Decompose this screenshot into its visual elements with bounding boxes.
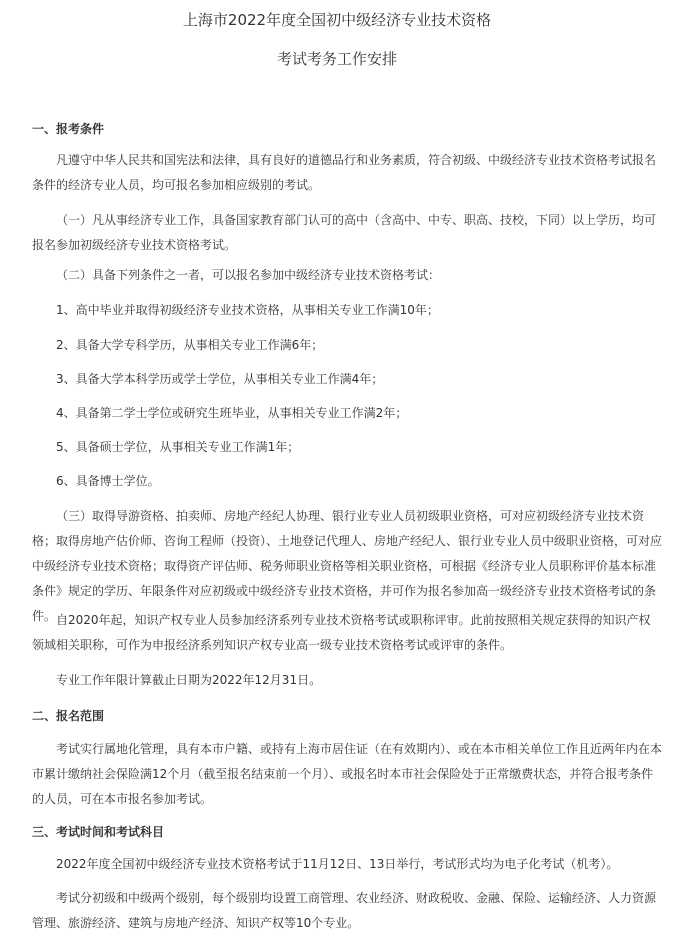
doc-title-line2: 考试考务工作安排 xyxy=(276,50,397,68)
doc-title-line1: 上海市2022年度全国初中级经济专业技术资格 xyxy=(182,11,492,29)
condition-item-6: 6、具备博士学位。 xyxy=(56,474,160,488)
s1-paragraph-1: 凡遵守中华人民共和国宪法和法律，具有良好的道德品行和业务素质，符合初级、中级经济专业技术资格考试报名条件的经济专业人员，均可报名参加相应级别的考试。 xyxy=(32,153,657,192)
s1-paragraph-2: （一）凡从事经济专业工作，具备国家教育部门认可的高中（含高中、中专、职高、技校，下同）以上学历，均可报名参加初级经济专业技术资格考试。 xyxy=(32,213,657,252)
section-1-heading: 一、报考条件 xyxy=(32,122,105,136)
section-3-heading: 三、考试时间和考试科目 xyxy=(32,825,165,839)
section-2-heading: 二、报名范围 xyxy=(32,709,105,723)
s1-paragraph-3: （二）具备下列条件之一者，可以报名参加中级经济专业技术资格考试： xyxy=(56,268,441,282)
s1-paragraph-4: （三）取得导游资格、拍卖师、房地产经纪人协理、银行业专业人员初级职业资格，可对应初级经济专业技术资格；取得房地产估价师、咨询工程师（投资）、土地登记代理人、房地产经纪人、银行业专业人员中级职业资格，可对应中级经济专业技术资格；取得资产评估师、税务师职业资格等相关职业资格，可根据《经济专业人员职称评价基本标准条件》规定的学历、年限条件对应初级或中级经济专业技术资格，并可作为报名参加高一级经济专业技术资格考试的条件。 xyxy=(32,509,663,623)
s3-paragraph-2: 考试分初级和中级两个级别，每个级别均设置工商管理、农业经济、财政税收、金融、保险、运输经济、人力资源管理、旅游经济、建筑与房地产经济、知识产权等10个专业。 xyxy=(32,891,657,930)
condition-item-2: 2、具备大学专科学历，从事相关专业工作满6年； xyxy=(56,338,324,352)
s1-paragraph-5: 自2020年起，知识产权专业人员参加经济系列专业技术资格考试或职称评审。此前按照相关规定获得的知识产权领域相关职称，可作为申报经济系列知识产权专业高一级专业技术资格考试或评审的条件。 xyxy=(32,613,651,652)
s1-paragraph-6: 专业工作年限计算截止日期为2022年12月31日。 xyxy=(56,673,322,687)
condition-item-5: 5、具备硕士学位，从事相关专业工作满1年； xyxy=(56,440,300,454)
s2-paragraph-1: 考试实行属地化管理，具有本市户籍、或持有上海市居住证（在有效期内）、或在本市相关单位工作且近两年内在本市累计缴纳社会保险满12个月（截至报名结束前一个月）、或报名时本市社会保险处于正常缴费状态，并符合报考条件的人员，可在本市报名参加考试。 xyxy=(32,742,663,806)
condition-item-1: 1、高中毕业并取得初级经济专业技术资格，从事相关专业工作满10年； xyxy=(56,303,439,317)
condition-item-3: 3、具备大学本科学历或学士学位，从事相关专业工作满4年； xyxy=(56,372,384,386)
condition-item-4: 4、具备第二学士学位或研究生班毕业，从事相关专业工作满2年； xyxy=(56,406,408,420)
s3-paragraph-1: 2022年度全国初中级经济专业技术资格考试于11月12日、13日举行，考试形式均为电子化考试（机考）。 xyxy=(56,857,619,871)
